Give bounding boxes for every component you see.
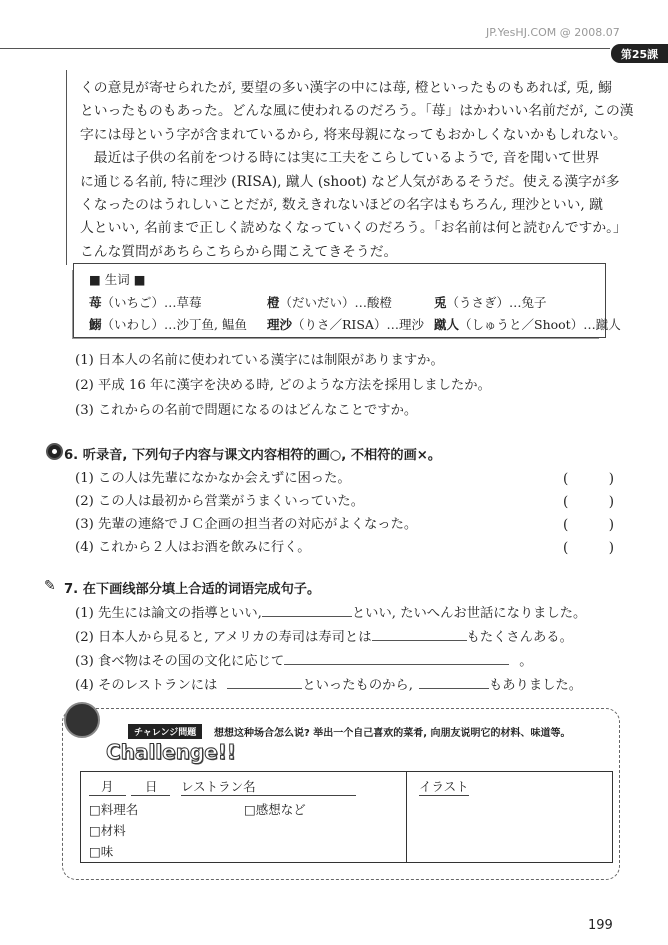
- challenge-badge: チャレンジ問題: [128, 724, 202, 739]
- question: (1) 日本人の名前に使われている漢字には制限がありますか。: [75, 353, 444, 368]
- s7-item: (4) そのレストランには といったものから, もありました。: [75, 678, 583, 693]
- s6-item: (4) これから２人はお酒を飲みに行く。: [75, 540, 311, 555]
- lesson-tab: 第25課: [611, 44, 668, 63]
- question: (2) 平成 16 年に漢字を決める時, どのような方法を採用しましたか。: [75, 378, 491, 393]
- vocab-item: [267, 315, 424, 333]
- vocab-word: 蹴人: [434, 317, 460, 332]
- form-divider: [406, 772, 407, 862]
- challenge-logo: Challenge!!: [106, 740, 237, 764]
- vocab-reading: （しゅうと／Shoot）…蹴人: [459, 317, 621, 332]
- answer-paren[interactable]: ( ): [563, 540, 615, 556]
- cd-icon: [46, 443, 63, 460]
- dish-name-checkbox[interactable]: □料理名: [89, 802, 139, 817]
- header-rule: [0, 48, 610, 49]
- passage-line: くなったのはうれしいことだが, 数えきれないほどの名字はもちろん, 理沙といい, 蹴: [80, 197, 603, 214]
- passage-line: 字には母という字が含まれているから, 将来母親になってもおかしくないかもしれない。: [80, 126, 627, 143]
- s7-item: (3) 食べ物はその国の文化に応じて 。: [75, 654, 533, 669]
- taste-checkbox[interactable]: □味: [89, 844, 114, 859]
- passage-line: 最近は子供の名前をつける時には実に工夫をこらしているようで, 音を聞いて世界: [80, 150, 600, 167]
- question: (3) これからの名前で問題になるのはどんなことですか。: [75, 403, 418, 418]
- impressions-checkbox[interactable]: □感想など: [244, 802, 306, 817]
- section6-title: 6. 听录音, 下列句子内容与课文内容相符的画○, 不相符的画×。: [64, 448, 442, 463]
- vocab-box: [73, 263, 621, 338]
- s6-item: (3) 先輩の連絡でＪＣ企画の担当者の対応がよくなった。: [75, 517, 418, 532]
- passage-line: こんな質問があちらこちらから聞こえてきそうだ。: [80, 243, 398, 260]
- s7-item: (1) 先生には論文の指導といい, といい, たいへんお世話になりました。: [75, 606, 587, 621]
- s6-item: (1) この人は先輩になかなか会えずに困った。: [75, 471, 351, 486]
- vocab-reading: （だいだい）…酸橙: [279, 295, 393, 310]
- vocab-reading: （りさ／RISA）…理沙: [292, 317, 424, 332]
- challenge-form: [80, 771, 613, 863]
- passage-border: [66, 70, 67, 265]
- vocab-item: [89, 293, 202, 311]
- answer-paren[interactable]: ( ): [563, 494, 615, 510]
- pencil-icon: ✎: [44, 578, 56, 594]
- answer-blank[interactable]: [372, 628, 467, 641]
- page-number: 199: [588, 918, 613, 933]
- passage-line: 人といい, 名前まで正しく読めなくなっていくのだろう。「お名前は何と読むんですか。」: [80, 220, 627, 237]
- illustration-label: イラスト: [419, 779, 469, 794]
- month-label: 月: [89, 777, 126, 796]
- s6-item: (2) この人は最初から営業がうまくいっていた。: [75, 494, 364, 509]
- answer-blank[interactable]: [227, 676, 302, 689]
- vocab-title: ■ 生词 ■: [89, 272, 146, 287]
- vocab-word: 理沙: [267, 317, 293, 332]
- restaurant-name-field[interactable]: レストラン名: [181, 777, 356, 796]
- section7-title: 7. 在下画线部分填上合适的词语完成句子。: [64, 582, 321, 597]
- day-label: 日: [131, 777, 170, 796]
- s7-item: (2) 日本人から見ると, アメリカの寿司は寿司とは もたくさんある。: [75, 630, 573, 645]
- passage-line: くの意見が寄せられたが, 要望の多い漢字の中には苺, 橙といったものもあれば, 兎, 鰯: [80, 80, 612, 96]
- vocab-word: 兎: [434, 295, 447, 310]
- passage-line: といったものもあった。どんな風に使われるのだろう。「苺」はかわいい名前だが, この漢: [80, 103, 634, 120]
- vocab-reading: （うさぎ）…兔子: [446, 295, 547, 310]
- vocab-word: 鰯: [89, 317, 102, 332]
- answer-paren[interactable]: ( ): [563, 471, 615, 487]
- answer-blank[interactable]: [262, 604, 352, 617]
- passage-line: に通じる名前, 特に理沙 (RISA), 蹴人 (shoot) など人気があるそうだ。使える漢字が多: [80, 173, 620, 190]
- challenge-instruction: 想想这种场合怎么说? 举出一个自己喜欢的菜肴, 向朋友说明它的材料、味道等。: [214, 728, 571, 739]
- watermark: JP.YesHJ.COM @ 2008.07: [486, 26, 620, 39]
- ingredients-checkbox[interactable]: □材料: [89, 823, 126, 838]
- challenge-bubble-icon: [64, 702, 100, 738]
- answer-blank[interactable]: [419, 676, 489, 689]
- passage: [80, 77, 634, 264]
- vocab-item: [434, 293, 547, 311]
- answer-paren[interactable]: ( ): [563, 517, 615, 533]
- vocab-word: 橙: [267, 295, 280, 310]
- vocab-reading: （いちご）…草莓: [101, 295, 202, 310]
- answer-blank[interactable]: [284, 652, 509, 665]
- vocab-word: 苺: [89, 295, 102, 310]
- vocab-item: [267, 293, 392, 311]
- vocab-item: [434, 315, 621, 333]
- vocab-reading: （いわし）…沙丁鱼, 鳁鱼: [101, 317, 247, 332]
- vocab-item: [89, 315, 247, 333]
